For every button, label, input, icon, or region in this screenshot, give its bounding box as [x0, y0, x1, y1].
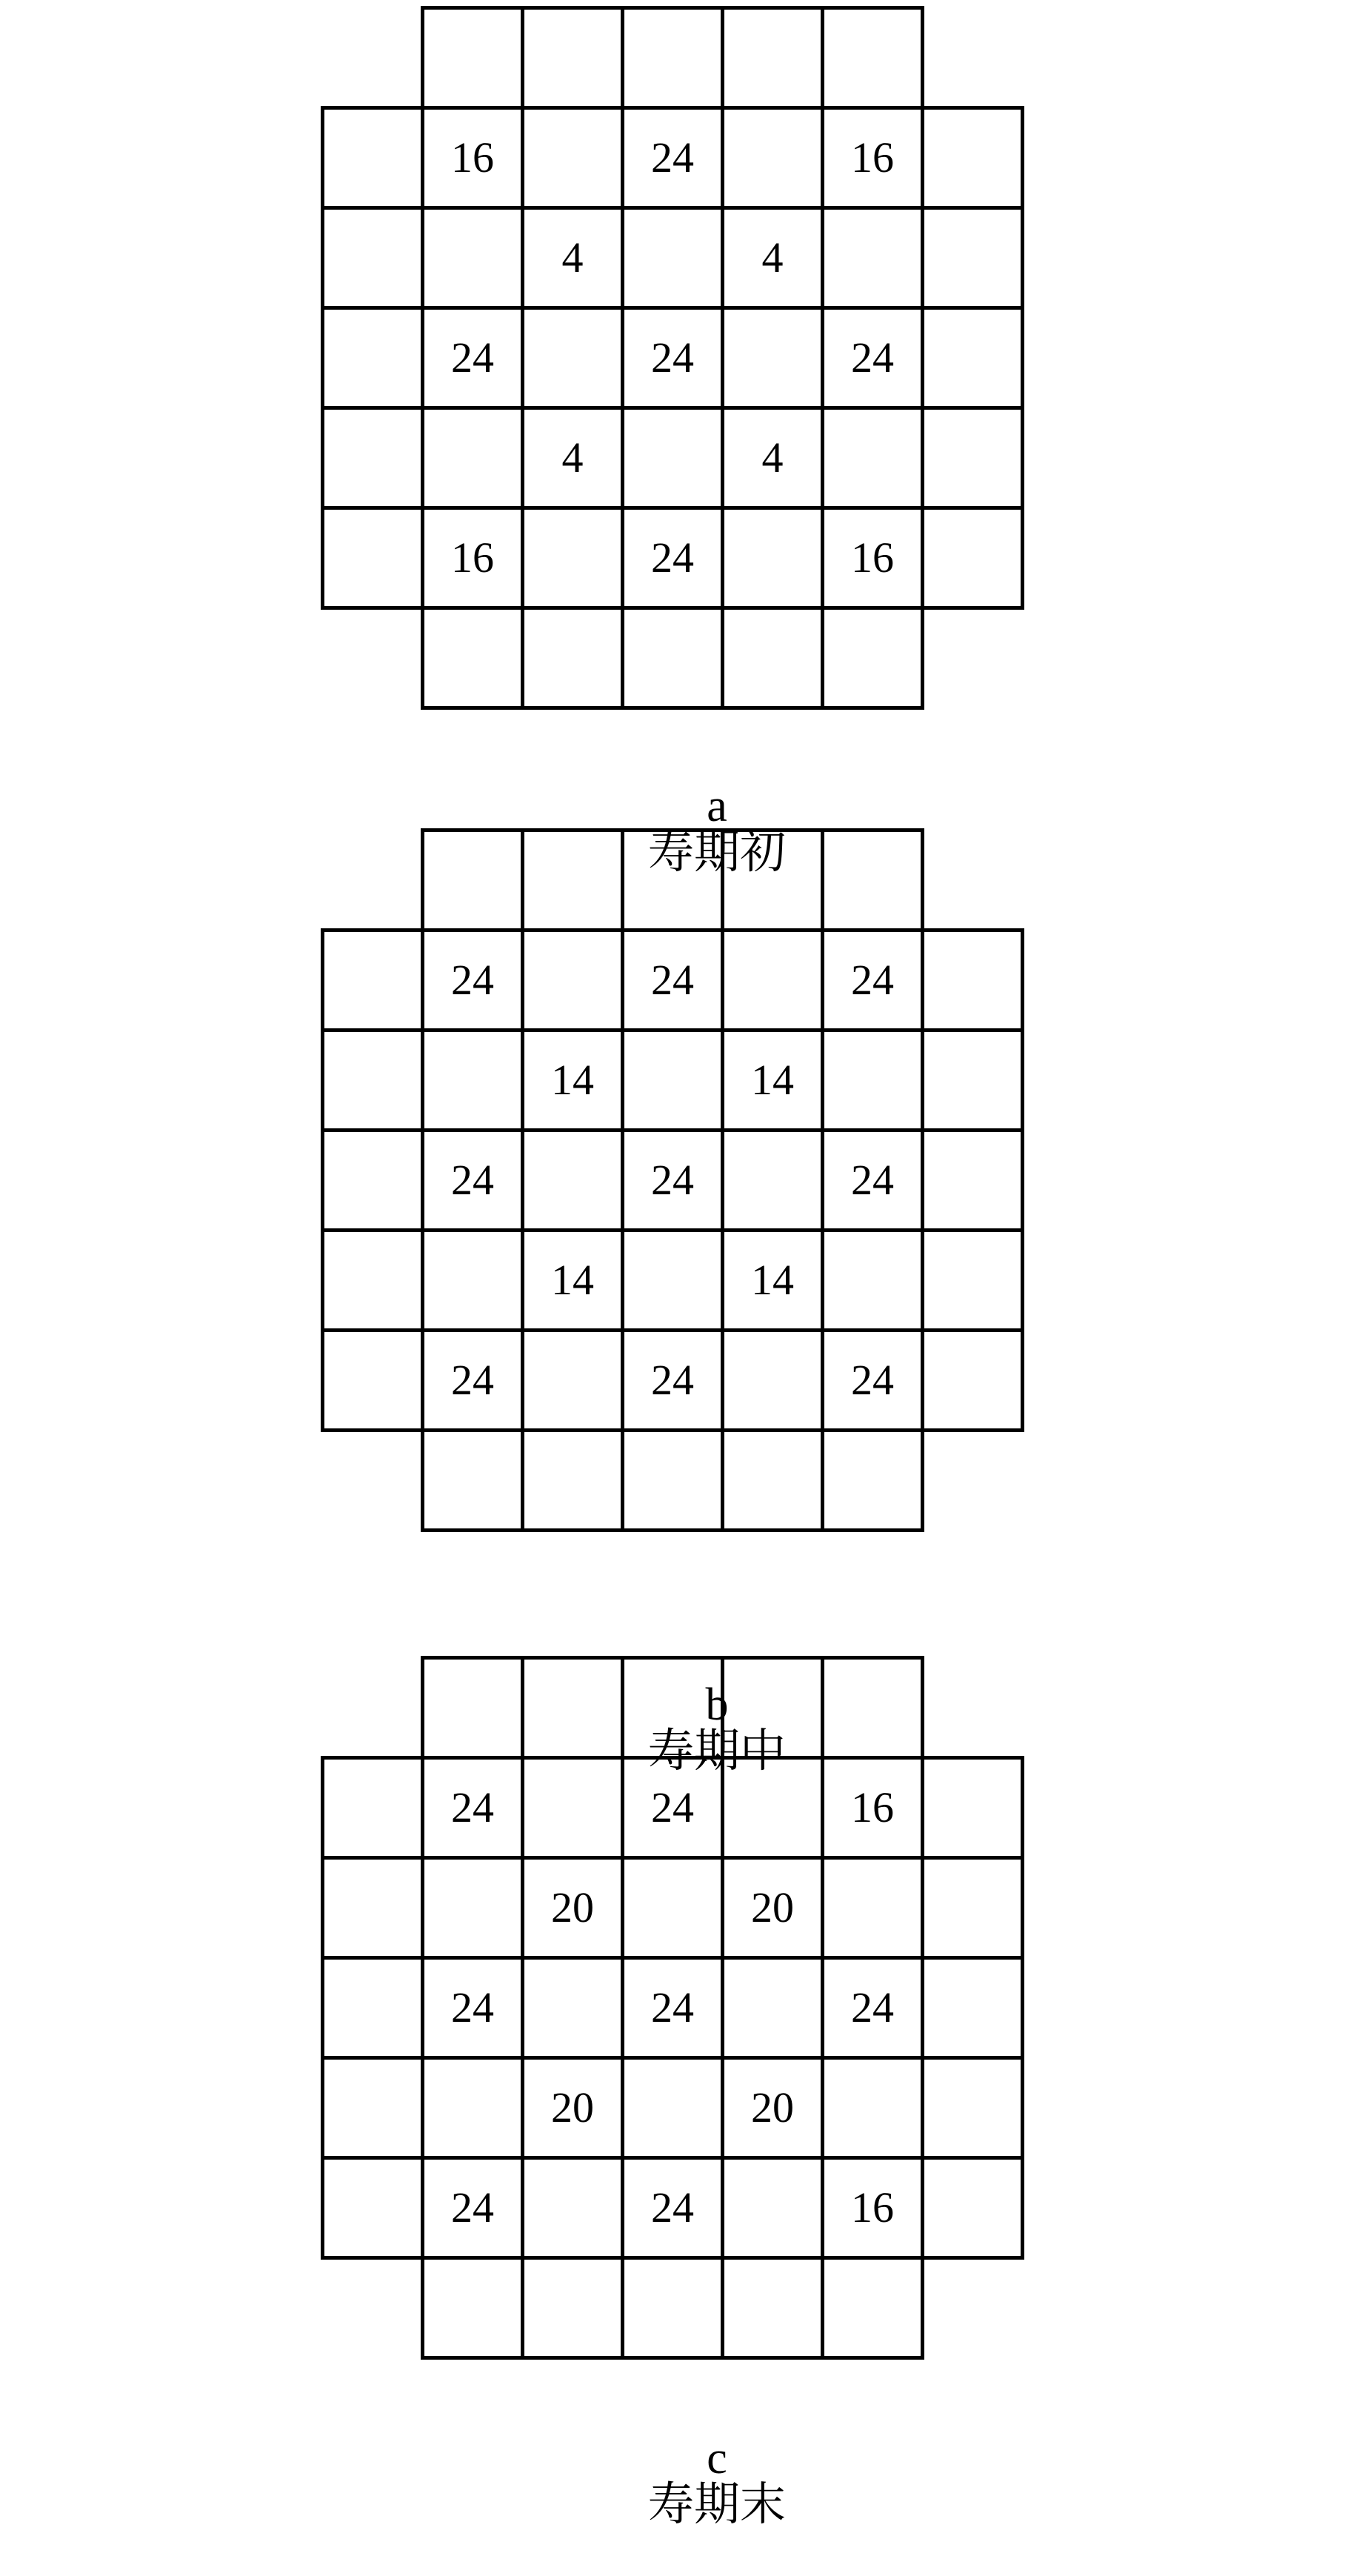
cell-value [324, 932, 421, 1028]
cell-value: 16 [851, 133, 894, 182]
cell-value [624, 2260, 721, 2356]
grid-cell [821, 1228, 924, 1332]
grid-cell [521, 1856, 624, 1960]
grid-cell [421, 1756, 524, 1860]
cell-value [724, 610, 821, 706]
grid-cell [521, 106, 624, 210]
grid-cell [421, 306, 524, 410]
cell-value [624, 1432, 721, 1528]
cell-value [924, 510, 1021, 606]
grid-cell [721, 1756, 824, 1860]
cell-value [324, 110, 421, 206]
grid-cell [521, 1228, 624, 1332]
grid-cell [821, 606, 924, 710]
cell-value: 14 [551, 1056, 594, 1104]
cell-value: 14 [551, 1256, 594, 1304]
cell-value [724, 10, 821, 106]
grid-cell [921, 928, 1024, 1032]
cell-value [724, 510, 821, 606]
grid-cell [721, 106, 824, 210]
cell-value [724, 310, 821, 406]
grid-cell [721, 206, 824, 310]
grid-cell [621, 1856, 724, 1960]
grid-cell [721, 1328, 824, 1432]
cell-value [624, 2060, 721, 2156]
cell-value: 4 [761, 233, 784, 282]
grid-cell [621, 106, 724, 210]
grid-cell [821, 1956, 924, 2060]
cell-value [624, 832, 721, 928]
cell-value [924, 2060, 1021, 2156]
grid-cell [421, 1128, 524, 1232]
grid-cell [521, 1328, 624, 1432]
grid-cell [821, 1656, 924, 1760]
grid-cell [621, 2056, 724, 2160]
grid-cell [721, 1228, 824, 1332]
grid-cell [721, 2156, 824, 2260]
grid-cell [921, 2056, 1024, 2160]
cell-value [524, 1660, 621, 1756]
core-grid-a [321, 6, 1039, 725]
cell-value [524, 510, 621, 606]
grid-cell [821, 2056, 924, 2160]
cell-value [824, 1232, 921, 1328]
grid-cell [621, 1956, 724, 2060]
grid-cell [321, 1956, 424, 2060]
grid-cell [521, 2056, 624, 2160]
grid-cell [521, 1128, 624, 1232]
grid-cell [621, 828, 724, 932]
cell-value: 24 [851, 1156, 894, 1204]
grid-cell [521, 928, 624, 1032]
cell-value [424, 10, 521, 106]
cell-value [424, 1032, 521, 1128]
grid-cell [521, 828, 624, 932]
grid-cell [421, 6, 524, 110]
cell-value [324, 1132, 421, 1228]
grid-cell [521, 606, 624, 710]
cell-value: 20 [551, 1883, 594, 1931]
cell-value [924, 1032, 1021, 1128]
grid-cell [421, 2056, 524, 2160]
cell-value: 24 [651, 956, 694, 1004]
grid-cell [821, 2156, 924, 2260]
cell-value: 4 [761, 433, 784, 482]
caption-text: 寿期末 [647, 2477, 786, 2531]
grid-cell [521, 206, 624, 310]
grid-cell [621, 1128, 724, 1232]
grid-cell [521, 1956, 624, 2060]
grid-cell [321, 2056, 424, 2160]
grid-cell [721, 1428, 824, 1532]
cell-value [424, 2060, 521, 2156]
cell-value [924, 110, 1021, 206]
cell-value: 14 [751, 1056, 794, 1104]
grid-cell [821, 1756, 924, 1860]
cell-value: 4 [561, 433, 584, 482]
grid-cell [521, 2156, 624, 2260]
grid-cell [421, 1956, 524, 2060]
cell-value: 20 [751, 2083, 794, 2131]
cell-value [624, 1860, 721, 1956]
cell-value [824, 2260, 921, 2356]
grid-cell [321, 206, 424, 310]
grid-cell [621, 1228, 724, 1332]
grid-cell [321, 106, 424, 210]
grid-cell [521, 406, 624, 510]
cell-value [424, 1232, 521, 1328]
cell-value [324, 1960, 421, 2056]
cell-value [424, 410, 521, 506]
cell-value [524, 1960, 621, 2056]
caption-text: 寿期初 [647, 825, 786, 879]
cell-value: 16 [851, 533, 894, 582]
grid-cell [521, 306, 624, 410]
grid-cell [521, 1028, 624, 1132]
cell-value [924, 1760, 1021, 1856]
cell-value [324, 2060, 421, 2156]
grid-cell [921, 1956, 1024, 2060]
grid-cell [421, 206, 524, 310]
grid-cell [721, 606, 824, 710]
caption-text: 寿期中 [647, 1723, 786, 1777]
grid-cell [721, 1956, 824, 2060]
grid-cell [621, 1028, 724, 1132]
grid-cell [421, 828, 524, 932]
grid-cell [821, 928, 924, 1032]
cell-value: 16 [451, 133, 494, 182]
grid-cell [721, 828, 824, 932]
cell-value [824, 210, 921, 306]
grid-cell [821, 828, 924, 932]
grid-cell [521, 2256, 624, 2360]
cell-value: 24 [651, 2183, 694, 2231]
cell-value [524, 310, 621, 406]
grid-cell [821, 306, 924, 410]
grid-cell [921, 1128, 1024, 1232]
core-grid-c [321, 1656, 1039, 2374]
grid-cell [621, 306, 724, 410]
cell-value [924, 1132, 1021, 1228]
cell-value: 20 [551, 2083, 594, 2131]
cell-value [824, 10, 921, 106]
grid-cell [921, 1756, 1024, 1860]
cell-value [924, 1860, 1021, 1956]
cell-value [824, 832, 921, 928]
grid-cell [621, 606, 724, 710]
grid-cell [921, 306, 1024, 410]
grid-cell [821, 1128, 924, 1232]
grid-cell [521, 506, 624, 610]
grid-cell [421, 2256, 524, 2360]
grid-cell [721, 506, 824, 610]
grid-cell [821, 1856, 924, 1960]
cell-value [724, 2160, 821, 2256]
grid-cell [621, 6, 724, 110]
grid-cell [421, 1328, 524, 1432]
cell-value: 16 [451, 533, 494, 582]
grid-cell [821, 2256, 924, 2360]
cell-value [824, 1032, 921, 1128]
cell-value: 24 [651, 1356, 694, 1404]
grid-cell [921, 2156, 1024, 2260]
grid-cell [721, 6, 824, 110]
grid-cell [921, 206, 1024, 310]
grid-cell [821, 1428, 924, 1532]
grid-cell [621, 206, 724, 310]
grid-cell [321, 928, 424, 1032]
cell-value: 16 [851, 2183, 894, 2231]
cell-value: 24 [451, 333, 494, 382]
cell-value [924, 410, 1021, 506]
grid-cell [921, 506, 1024, 610]
grid-cell [621, 406, 724, 510]
cell-value [524, 2260, 621, 2356]
grid-cell [821, 406, 924, 510]
grid-cell [621, 1328, 724, 1432]
cell-value [424, 2260, 521, 2356]
cell-value [724, 1760, 821, 1856]
cell-value [324, 1032, 421, 1128]
grid-cell [721, 306, 824, 410]
cell-value [724, 932, 821, 1028]
grid-cell [521, 1428, 624, 1532]
grid-cell [421, 1856, 524, 1960]
cell-value [824, 610, 921, 706]
cell-value: 24 [651, 133, 694, 182]
cell-value [624, 1232, 721, 1328]
cell-value [724, 1660, 821, 1756]
cell-value [924, 2160, 1021, 2256]
cell-value [524, 1132, 621, 1228]
cell-value [324, 310, 421, 406]
grid-cell [821, 1328, 924, 1432]
cell-value [924, 932, 1021, 1028]
cell-value [324, 410, 421, 506]
grid-cell [721, 2256, 824, 2360]
cell-value [524, 1760, 621, 1856]
cell-value [324, 1332, 421, 1428]
grid-cell [421, 928, 524, 1032]
grid-cell [621, 1656, 724, 1760]
grid-cell [921, 106, 1024, 210]
grid-cell [821, 1028, 924, 1132]
grid-cell [921, 406, 1024, 510]
cell-value [624, 210, 721, 306]
cell-value [724, 1332, 821, 1428]
cell-value [524, 832, 621, 928]
cell-value: 24 [451, 1783, 494, 1831]
cell-value [624, 410, 721, 506]
grid-cell [621, 2156, 724, 2260]
cell-value [324, 510, 421, 606]
grid-cell [321, 1128, 424, 1232]
cell-value [324, 1232, 421, 1328]
cell-value [924, 1232, 1021, 1328]
grid-cell [421, 1428, 524, 1532]
grid-cell [921, 1028, 1024, 1132]
cell-value: 24 [651, 1983, 694, 2031]
grid-cell [721, 2056, 824, 2160]
grid-cell [421, 406, 524, 510]
cell-value [724, 1132, 821, 1228]
cell-value [524, 1432, 621, 1528]
cell-value [724, 1432, 821, 1528]
grid-cell [421, 1656, 524, 1760]
cell-value [524, 110, 621, 206]
grid-cell [321, 406, 424, 510]
cell-value [724, 2260, 821, 2356]
grid-cell [321, 2156, 424, 2260]
cell-value [524, 932, 621, 1028]
cell-value [524, 610, 621, 706]
cell-value [424, 1660, 521, 1756]
grid-cell [521, 1756, 624, 1860]
cell-value [824, 1860, 921, 1956]
grid-cell [621, 2256, 724, 2360]
cell-value [524, 1332, 621, 1428]
cell-value [424, 832, 521, 928]
cell-value [724, 832, 821, 928]
cell-value [324, 1760, 421, 1856]
cell-value [424, 1432, 521, 1528]
grid-cell [321, 1028, 424, 1132]
grid-cell [721, 1656, 824, 1760]
caption-letter: c [707, 2433, 727, 2483]
grid-cell [321, 1228, 424, 1332]
cell-value: 24 [851, 956, 894, 1004]
cell-value [924, 1960, 1021, 2056]
cell-value [424, 1860, 521, 1956]
cell-value: 24 [851, 1356, 894, 1404]
cell-value: 4 [561, 233, 584, 282]
grid-cell [821, 506, 924, 610]
grid-cell [421, 1228, 524, 1332]
cell-value: 24 [651, 1156, 694, 1204]
cell-value [324, 210, 421, 306]
cell-value: 24 [451, 1156, 494, 1204]
cell-value [824, 1432, 921, 1528]
grid-cell [621, 506, 724, 610]
grid-cell [721, 1028, 824, 1132]
cell-value: 24 [451, 1356, 494, 1404]
grid-cell [921, 1228, 1024, 1332]
cell-value: 24 [851, 333, 894, 382]
cell-value [524, 2160, 621, 2256]
cell-value: 24 [851, 1983, 894, 2031]
grid-cell [721, 1856, 824, 1960]
grid-cell [821, 106, 924, 210]
cell-value: 14 [751, 1256, 794, 1304]
cell-value [624, 10, 721, 106]
grid-cell [821, 206, 924, 310]
caption-letter: b [705, 1680, 729, 1730]
grid-cell [421, 506, 524, 610]
grid-cell [421, 606, 524, 710]
grid-cell [321, 1756, 424, 1860]
cell-value: 24 [451, 956, 494, 1004]
cell-value: 20 [751, 1883, 794, 1931]
grid-cell [521, 1656, 624, 1760]
grid-cell [421, 2156, 524, 2260]
grid-cell [321, 506, 424, 610]
cell-value [624, 1660, 721, 1756]
cell-value [824, 2060, 921, 2156]
grid-cell [521, 6, 624, 110]
cell-value [324, 1860, 421, 1956]
cell-value [824, 410, 921, 506]
cell-value [524, 10, 621, 106]
cell-value [924, 1332, 1021, 1428]
cell-value [624, 1032, 721, 1128]
cell-value: 24 [451, 1983, 494, 2031]
grid-cell [421, 106, 524, 210]
caption-c [0, 2389, 1365, 2574]
grid-cell [721, 928, 824, 1032]
grid-cell [721, 406, 824, 510]
core-grid-b [321, 828, 1039, 1547]
grid-cell [821, 6, 924, 110]
grid-cell [621, 1756, 724, 1860]
cell-value [624, 610, 721, 706]
cell-value [724, 1960, 821, 2056]
cell-value [424, 210, 521, 306]
grid-cell [621, 928, 724, 1032]
grid-cell [321, 1328, 424, 1432]
cell-value [724, 110, 821, 206]
grid-cell [921, 1328, 1024, 1432]
cell-value: 24 [651, 533, 694, 582]
cell-value: 16 [851, 1783, 894, 1831]
grid-cell [621, 1428, 724, 1532]
grid-cell [421, 1028, 524, 1132]
cell-value [924, 310, 1021, 406]
cell-value [824, 1660, 921, 1756]
caption-letter: a [707, 781, 727, 831]
cell-value [924, 210, 1021, 306]
grid-cell [321, 306, 424, 410]
cell-value: 24 [651, 333, 694, 382]
grid-cell [321, 1856, 424, 1960]
cell-value: 24 [651, 1783, 694, 1831]
grid-cell [921, 1856, 1024, 1960]
cell-value: 24 [451, 2183, 494, 2231]
cell-value [424, 610, 521, 706]
grid-cell [721, 1128, 824, 1232]
cell-value [324, 2160, 421, 2256]
